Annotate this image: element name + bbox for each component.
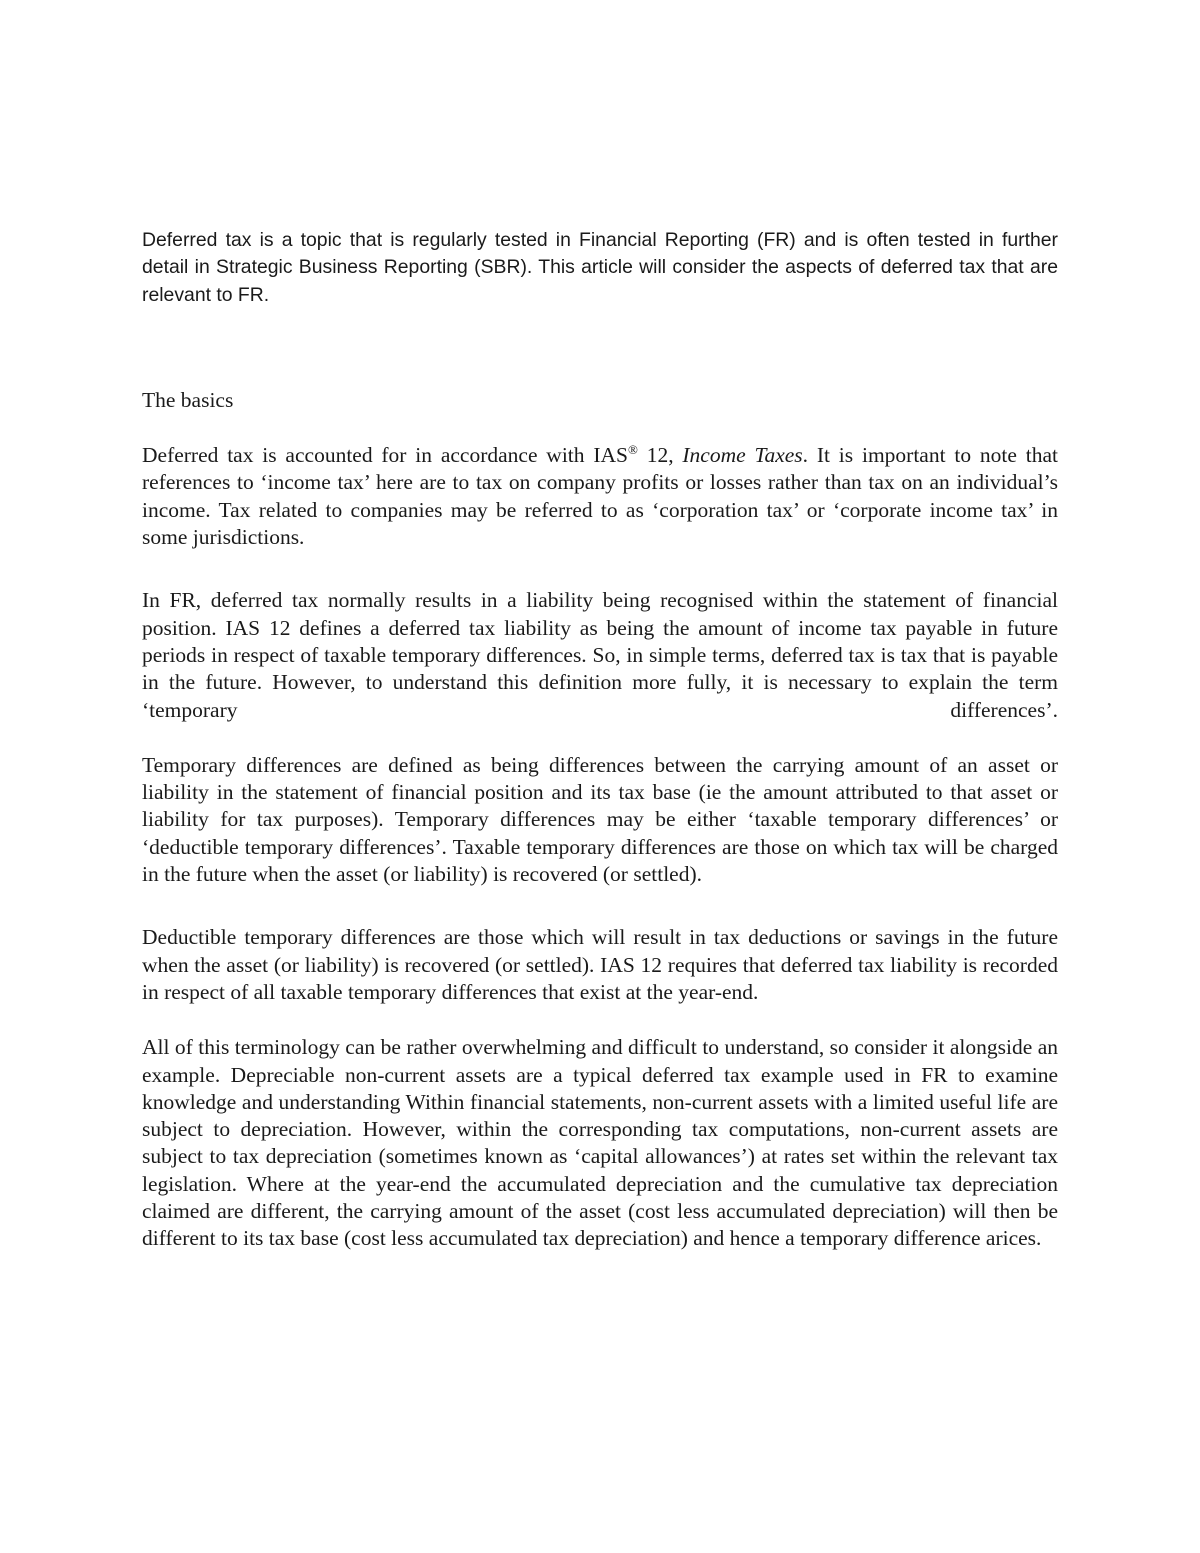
paragraph-ias12-rest: . It is important to note that references to ‘income tax’ here are to tax on company profits or losses rather than tax on an individual’s income. Tax related to companies may be referred to as ‘corporation tax’ or ‘corporate income tax’ in some jurisdictions.	[142, 443, 1058, 550]
standard-number: 12,	[637, 443, 683, 468]
paragraph-temporary-differences: Temporary differences are defined as being differences between the carrying amount of an asset or liability in the statement of financial position and its tax base (ie the amount attributed to that asset or liability for tax purposes). Temporary differences may be either ‘taxable temporary differences’ or ‘deductible temporary differences’. Taxable temporary differences are those on which tax will be charged in the future when the asset (or liability) is recovered (or settled).	[142, 752, 1058, 887]
paragraph-deferred-liability: In FR, deferred tax normally results in a liability being recognised within the statement of financial position. IAS 12 defines a deferred tax liability as being the amount of income tax payable in future periods in respect of taxable temporary differences. So, in simple terms, deferred tax is tax that is payable in the future. However, to understand this definition more fully, it is necessary to explain the term ‘temporary differences’.	[142, 588, 1058, 722]
section-heading: The basics	[142, 387, 234, 412]
paragraph-example: All of this terminology can be rather overwhelming and difficult to understand, so consider it alongside an example. Depreciable non-current assets are a typical deferred tax example used in FR to examine knowledge and understanding Within financial statements, non-current assets with a limited useful life are subject to depreciation. However, within the corresponding tax computations, non-current assets are subject to tax depreciation (sometimes known as ‘capital allowances’) at rates set within the relevant tax legislation. Where at the year-end the accumulated depreciation and the cumulative tax depreciation claimed are different, the carrying amount of the asset (cost less accumulated depreciation) will then be different to its tax base (cost less accumulated tax depreciation) and hence a temporary difference arices.	[142, 1035, 1058, 1251]
paragraph-ias12	[142, 442, 1058, 551]
paragraph-deductible-differences: Deductible temporary differences are those which will result in tax deductions or savings in the future when the asset (or liability) is recovered (or settled). IAS 12 requires that deferred tax liability is recorded in respect of all taxable temporary differences that exist at the year-end.	[142, 925, 1058, 1004]
document-body	[142, 227, 1058, 1253]
registered-mark: ®	[627, 442, 638, 458]
intro-paragraph: Deferred tax is a topic that is regularly tested in Financial Reporting (FR) and is often tested in further detail in Strategic Business Reporting (SBR). This article will consider the aspects of deferred tax that are relevant to FR.	[142, 229, 1058, 306]
paragraph-ias12-lead: Deferred tax is accounted for in accordance with IAS	[142, 443, 628, 468]
standard-title: Income Taxes	[682, 443, 803, 468]
